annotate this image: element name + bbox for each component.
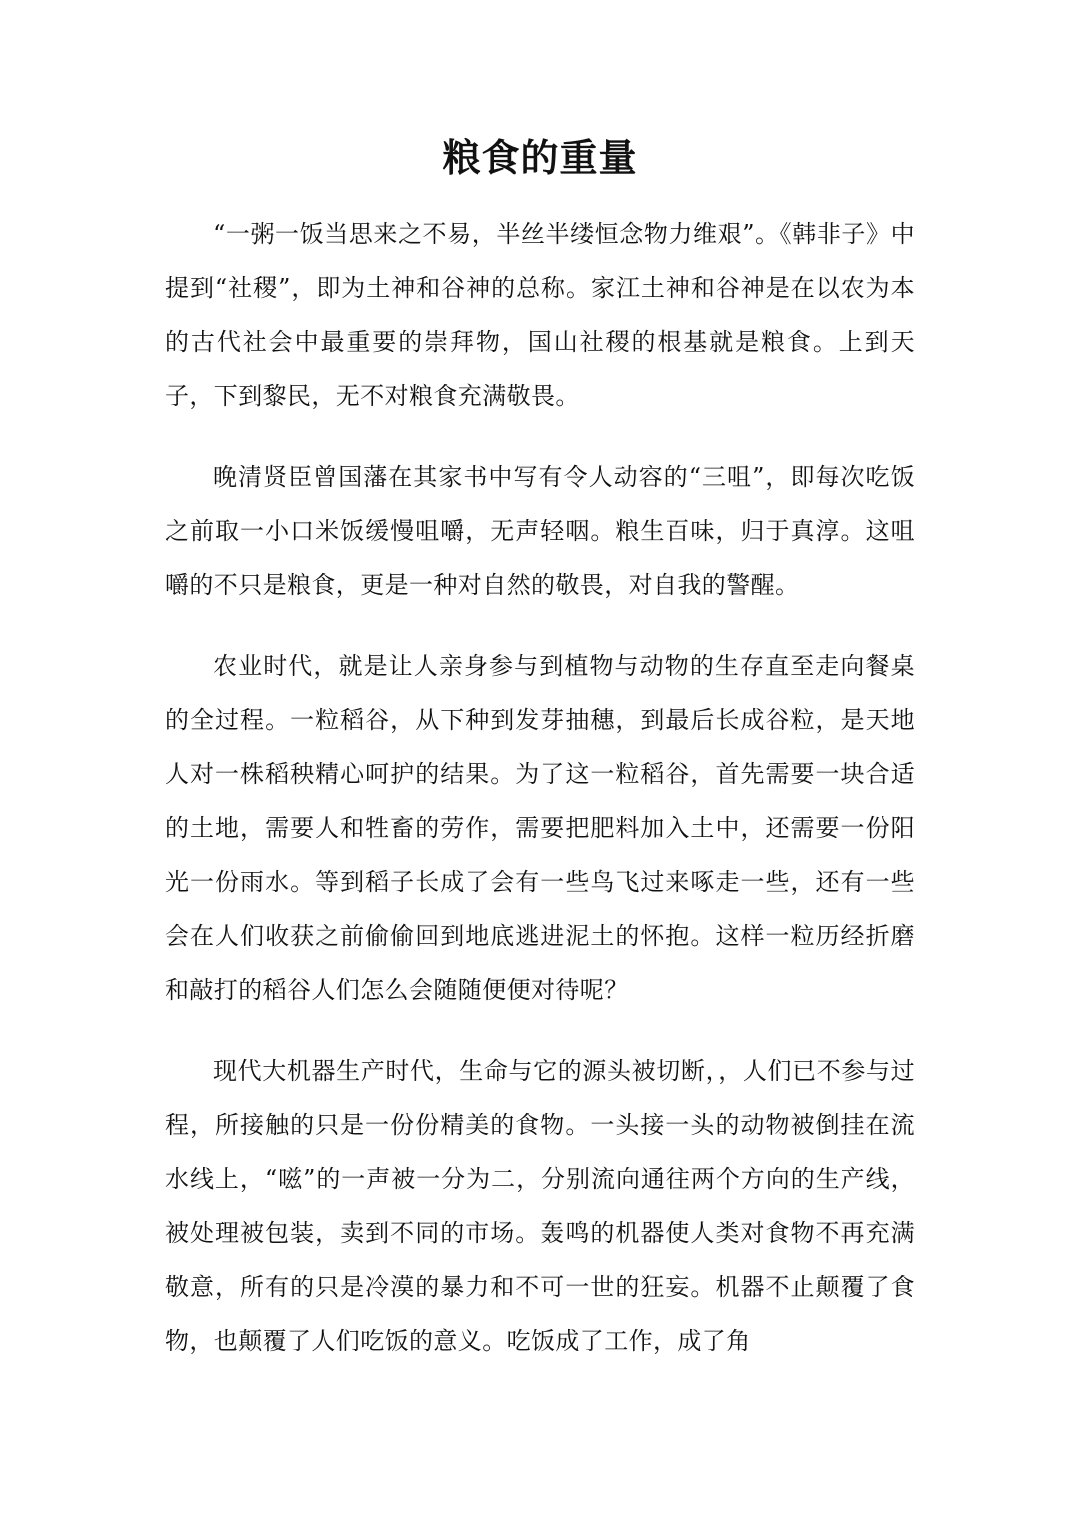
paragraph-4: 现代大机器生产时代，生命与它的源头被切断，，人们已不参与过程，所接触的只是一份份精美的食物。一头接一头的动物被倒挂在流水线上，“嗞”的一声被一分为二，分别流向通往两个方向的生产线，被处理被包装，卖到不同的市场。轰鸣的机器使人类对食物不再充满敬意，所有的只是冷漠的暴力和不可一世的狂妄。机器不止颠覆了食物，也颠覆了人们吃饭的意义。吃饭成了工作，成了角 bbox=[165, 1057, 915, 1355]
paragraph-2: 晚清贤臣曾国藩在其家书中写有令人动容的“三咀”，即每次吃饭之前取一小口米饭缓慢咀嚼，无声轻咽。粮生百味，归于真淳。这咀嚼的不只是粮食，更是一种对自然的敬畏，对自我的警醒。 bbox=[165, 463, 915, 599]
document-title: 粮食的重量 bbox=[442, 135, 638, 180]
paragraph-3: 农业时代，就是让人亲身参与到植物与动物的生存直至走向餐桌的全过程。一粒稻谷，从下种到发芽抽穗，到最后长成谷粒，是天地人对一株稻秧精心呵护的结果。为了这一粒稻谷，首先需要一块合适的土地，需要人和牲畜的劳作，需要把肥料加入土中，还需要一份阳光一份雨水。等到稻子长成了会有一些鸟飞过来啄走一些，还有一些会在人们收获之前偷偷回到地底逃进泥土的怀抱。这样一粒历经折磨和敲打的稻谷人们怎么会随随便便对待呢？ bbox=[165, 652, 915, 1004]
paragraph-1: “一粥一饭当思来之不易，半丝半缕恒念物力维艰”。《韩非子》中提到“社稷”，即为土神和谷神的总称。家江土神和谷神是在以农为本的古代社会中最重要的崇拜物，国山社稷的根基就是粮食。上到天子，下到黎民，无不对粮食充满敬畏。 bbox=[165, 220, 915, 410]
document-body bbox=[165, 207, 915, 1395]
